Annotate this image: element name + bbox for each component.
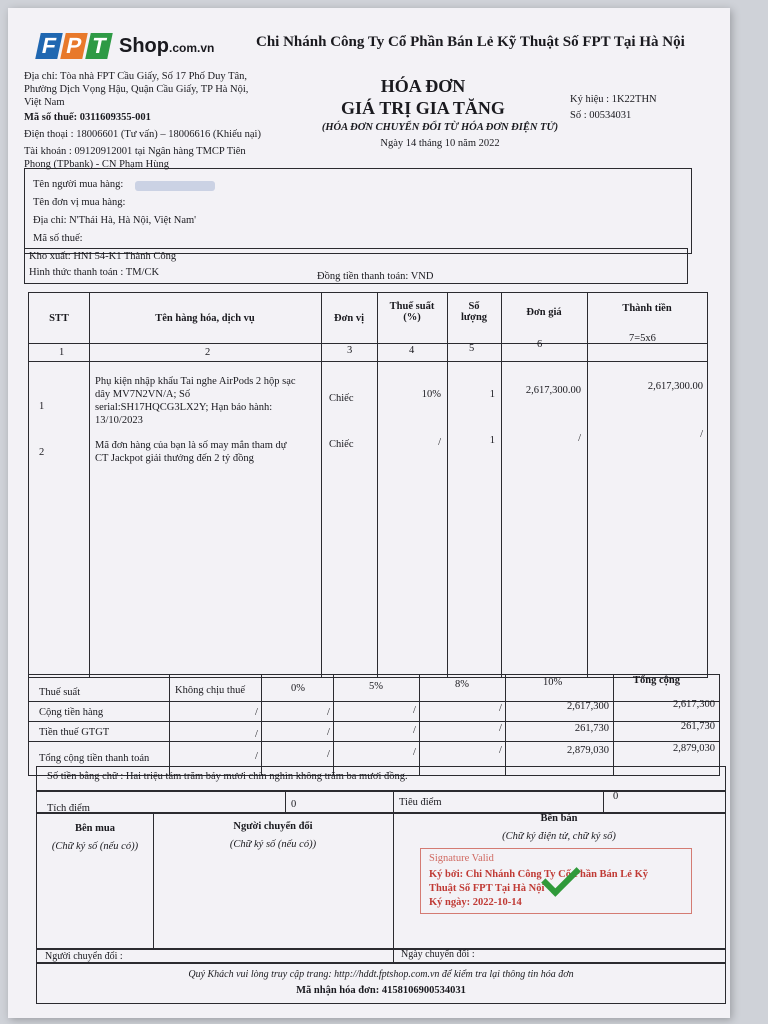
header-item-name: Tên hàng hóa, dịch vụ xyxy=(155,313,255,324)
tax-header-10: 10% xyxy=(543,677,563,688)
sig-seller-note: (Chữ ký điện tử, chữ ký số) xyxy=(502,831,616,842)
header-unit: Đơn vị xyxy=(333,313,365,324)
goods-10: 2,617,300 xyxy=(567,701,609,712)
index-5: 5 xyxy=(469,343,475,354)
tax-header-0: 0% xyxy=(291,683,305,694)
logo-letter-p: P xyxy=(60,33,88,59)
footer-box xyxy=(36,962,726,1004)
summary-table: Thuế suất Cộng tiền hàng Tiền thuế GTGT Tổng cộng tiền thanh toán Không chịu thuế 0% 5% 8% 10% Tổng cộng / / / / 2,617,300 2,617,300 / / / / 261,730 261,730 / / / / 2,879,030 2,879,030 xyxy=(28,674,720,776)
seller-phone: Điện thoại : 18006601 (Tư vấn) – 18006616 (Khiếu nại) xyxy=(24,129,261,140)
row1-amount: 2,617,300.00 xyxy=(647,381,703,392)
buyer-unit-label: Tên đơn vị mua hàng: xyxy=(33,197,126,208)
buyer-tax-code-label: Mã số thuế: xyxy=(33,233,83,244)
header-qty: Số lượng xyxy=(460,301,488,323)
points-box xyxy=(36,790,726,814)
seller-address-1: Địa chỉ: Tòa nhà FPT Cầu Giấy, Số 17 Phố Duy Tân, xyxy=(24,71,248,82)
row2-price: / xyxy=(578,433,581,444)
index-1: 1 xyxy=(59,347,65,358)
redacted-buyer-name xyxy=(135,181,215,191)
sig-converter-note: (Chữ ký số (nếu có)) xyxy=(229,839,317,850)
tax-header-5: 5% xyxy=(369,681,383,692)
row1-tax: 10% xyxy=(421,389,441,400)
index-4: 4 xyxy=(409,345,415,356)
row1-qty: 1 xyxy=(489,389,495,400)
summary-label-tax: Thuế suất xyxy=(39,687,81,698)
fpt-shop-logo xyxy=(38,26,214,66)
seller-address-2: Phường Dịch Vọng Hậu, Quận Cầu Giấy, TP Hà Nội, xyxy=(24,84,249,95)
logo-letter-f: F xyxy=(35,33,63,59)
row1-name: Phụ kiện nhập khẩu Tai nghe AirPods 2 hộp sạc dây MV7N2VN/A; Số serial:SH17HQCG3LX2Y; Hạn bảo hành: 13/10/2023 xyxy=(95,376,296,426)
logo-letter-t: T xyxy=(85,33,113,59)
tax-header-total: Tổng cộng xyxy=(633,675,680,686)
invoice-conversion-note: (HÓA ĐƠN CHUYỂN ĐỔI TỪ HÓA ĐƠN ĐIỆN TỬ) xyxy=(321,122,559,133)
row1-unit: Chiếc xyxy=(329,393,354,404)
warehouse-box xyxy=(24,248,688,284)
row2-tax: / xyxy=(438,437,441,448)
invoice-number: Số : 00534031 xyxy=(570,110,632,121)
summary-label-goods: Cộng tiền hàng xyxy=(39,707,104,718)
seller-info xyxy=(24,70,304,171)
row1-price: 2,617,300.00 xyxy=(525,385,581,396)
buyer-box xyxy=(24,168,692,254)
vat-total: 261,730 xyxy=(680,721,715,732)
buyer-address: Địa chỉ: N'Thái Hà, Hà Nội, Việt Nam' xyxy=(33,215,197,226)
used-points-label: Tiêu điểm xyxy=(399,797,442,808)
row2-amount: / xyxy=(700,429,703,440)
amount-words-box xyxy=(36,766,726,792)
row2-unit: Chiếc xyxy=(329,439,354,450)
signed-date: Ký ngày: 2022-10-14 xyxy=(429,897,522,908)
invoice-symbol: Ký hiệu : 1K22THN xyxy=(570,94,657,105)
goods-total: 2,617,300 xyxy=(673,699,715,710)
sig-converter-title: Người chuyển đổi xyxy=(233,821,313,832)
invoice-date: Ngày 14 tháng 10 năm 2022 xyxy=(380,138,500,149)
converter-label: Người chuyển đổi : xyxy=(45,951,123,962)
tax-header-8: 8% xyxy=(455,679,469,690)
warehouse-store: Kho xuất: HNI 54-K1 Thành Công xyxy=(29,251,177,262)
index-6: 6 xyxy=(537,339,543,350)
invoice-lookup-code: Mã nhận hóa đơn: 4158106900534031 xyxy=(296,985,466,996)
invoice-title: HÓA ĐƠN xyxy=(380,76,466,96)
summary-label-vat: Tiền thuế GTGT xyxy=(39,727,110,738)
header-stt: STT xyxy=(49,313,69,324)
seller-tax-code: Mã số thuế: 0311609355-001 xyxy=(24,112,151,123)
vat-10: 261,730 xyxy=(574,723,609,734)
pay-total: 2,879,030 xyxy=(673,743,715,754)
sig-seller-title: Bên bán xyxy=(540,813,578,824)
items-table xyxy=(28,292,708,678)
index-7: 7=5x6 xyxy=(629,333,656,344)
invoice-subtitle: GIÁ TRỊ GIA TĂNG xyxy=(341,98,505,118)
invoice-symbol-block xyxy=(570,92,657,124)
digital-signature-stamp xyxy=(420,848,692,914)
signed-by-2: Thuật Số FPT Tại Hà Nội xyxy=(429,883,545,894)
lookup-note: Quý Khách vui lòng truy cập trang: http://hddt.fptshop.com.vn để kiểm tra lại thông tin hóa đơn xyxy=(188,969,574,980)
index-3: 3 xyxy=(347,345,353,356)
index-2: 2 xyxy=(205,347,211,358)
row2-stt: 2 xyxy=(39,447,45,458)
seller-account-2: Phong (TPbank) - CN Phạm Hùng xyxy=(24,159,169,170)
pay-10: 2,879,030 xyxy=(567,745,609,756)
convert-date-label: Ngày chuyển đổi : xyxy=(401,949,475,960)
branch-name: Chi Nhánh Công Ty Cổ Phần Bán Lẻ Kỹ Thuật Số FPT Tại Hà Nội xyxy=(256,34,685,50)
points-label: Tích điểm xyxy=(47,803,90,814)
header-amount: Thành tiền xyxy=(622,303,672,314)
payment-currency: Đồng tiền thanh toán: VND xyxy=(317,271,434,282)
check-icon xyxy=(541,857,581,897)
invoice-sheet xyxy=(8,8,730,1018)
summary-label-total: Tổng cộng tiền thanh toán xyxy=(39,753,150,764)
header-tax: Thuế suất (%) xyxy=(389,301,435,323)
row2-qty: 1 xyxy=(489,435,495,446)
logo-shop-text: Shop.com.vn xyxy=(119,34,215,57)
sig-buyer-note: (Chữ ký số (nếu có)) xyxy=(51,841,139,852)
payment-method: Hình thức thanh toán : TM/CK xyxy=(29,267,160,278)
seller-account-1: Tài khoản : 09120912001 tại Ngân hàng TMCP Tiên xyxy=(24,146,246,157)
row1-stt: 1 xyxy=(39,401,45,412)
buyer-name-label: Tên người mua hàng: xyxy=(33,179,124,190)
seller-address-3: Việt Nam xyxy=(24,97,65,108)
used-points-value: 0 xyxy=(613,791,619,802)
sig-buyer-title: Bên mua xyxy=(75,823,115,834)
tax-header-exempt: Không chịu thuế xyxy=(175,685,245,696)
amount-in-words: Số tiền bằng chữ : Hai triệu tám trăm bảy mươi chín nghìn không trăm ba mươi đồng. xyxy=(47,771,408,782)
row2-name: Mã đơn hàng của bạn là số may mắn tham dự CT Jackpot giải thưởng đến 2 tỷ đồng xyxy=(95,440,287,464)
header-price: Đơn giá xyxy=(526,307,562,318)
signature-valid: Signature Valid xyxy=(429,853,494,864)
points-value: 0 xyxy=(291,799,297,810)
signed-by-1: Ký bởi: Chi Nhánh Công Ty Cổ Phần Bán Lẻ Kỹ xyxy=(429,869,648,880)
